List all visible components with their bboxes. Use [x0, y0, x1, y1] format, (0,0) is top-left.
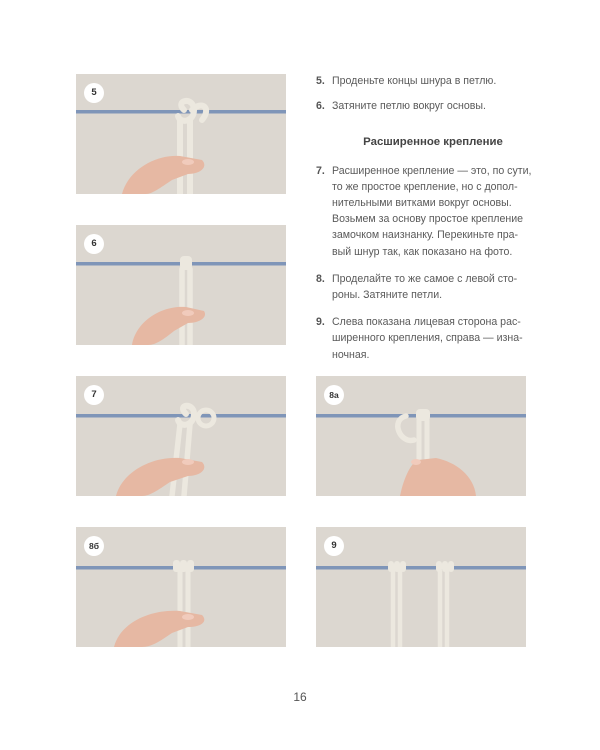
photo-step-6-badge: 6 — [84, 234, 104, 254]
step-5 — [316, 73, 538, 89]
step-5-number: 5. — [316, 75, 325, 87]
photo-step-8a-badge: 8а — [324, 385, 344, 405]
step-7-line: то же простое крепление, но с допол- — [332, 180, 518, 193]
step-9-number: 9. — [316, 316, 325, 329]
step-9-line: ночная. — [332, 348, 370, 361]
photo-step-6 — [76, 225, 286, 345]
page-number: 16 — [293, 690, 307, 704]
step-6-text: Затяните петлю вокруг основы. — [332, 100, 486, 113]
step-5-text: Проденьте концы шнура в петлю. — [332, 75, 497, 87]
photo-step-8b-image — [76, 527, 286, 647]
step-7 — [316, 163, 538, 260]
photo-step-7 — [76, 376, 286, 496]
step-7-line: вый шнур так, как показано на фото. — [332, 245, 513, 258]
photo-step-8a-image — [316, 376, 526, 496]
step-6 — [316, 98, 538, 114]
step-8-line: Проделайте то же самое с левой сто- — [332, 272, 518, 285]
step-9 — [316, 314, 538, 363]
step-9-line: Слева показана лицевая сторона рас- — [332, 316, 521, 329]
step-7-line: замочком наизнанку. Перекиньте пра- — [332, 229, 519, 242]
photo-step-8b-badge: 8б — [84, 536, 104, 556]
photo-step-8b — [76, 527, 286, 647]
photo-step-7-image — [76, 376, 286, 496]
photo-step-5 — [76, 74, 286, 194]
photo-step-7-badge: 7 — [84, 385, 104, 405]
step-8-number: 8. — [316, 272, 325, 285]
step-7-line: Расширенное крепление — это, по сути, — [332, 164, 532, 177]
step-8 — [316, 271, 538, 303]
photo-step-9-image — [316, 527, 526, 647]
section-title: Расширенное крепление — [363, 136, 503, 149]
photo-step-8a — [316, 376, 526, 496]
photo-step-6-image — [76, 225, 286, 345]
photo-step-5-badge: 5 — [84, 83, 104, 103]
step-6-number: 6. — [316, 100, 325, 113]
step-9-line: ширенного крепления, справа — изна- — [332, 332, 523, 345]
instructions — [316, 73, 538, 363]
photo-step-5-image — [76, 74, 286, 194]
step-7-number: 7. — [316, 164, 325, 177]
step-7-line: нительными витками вокруг основы. — [332, 197, 512, 210]
step-7-line: Возьмем за основу простое крепление — [332, 213, 524, 226]
photo-step-9 — [316, 527, 526, 647]
step-8-line: роны. Затяните петли. — [332, 289, 443, 302]
photo-step-9-badge: 9 — [324, 536, 344, 556]
